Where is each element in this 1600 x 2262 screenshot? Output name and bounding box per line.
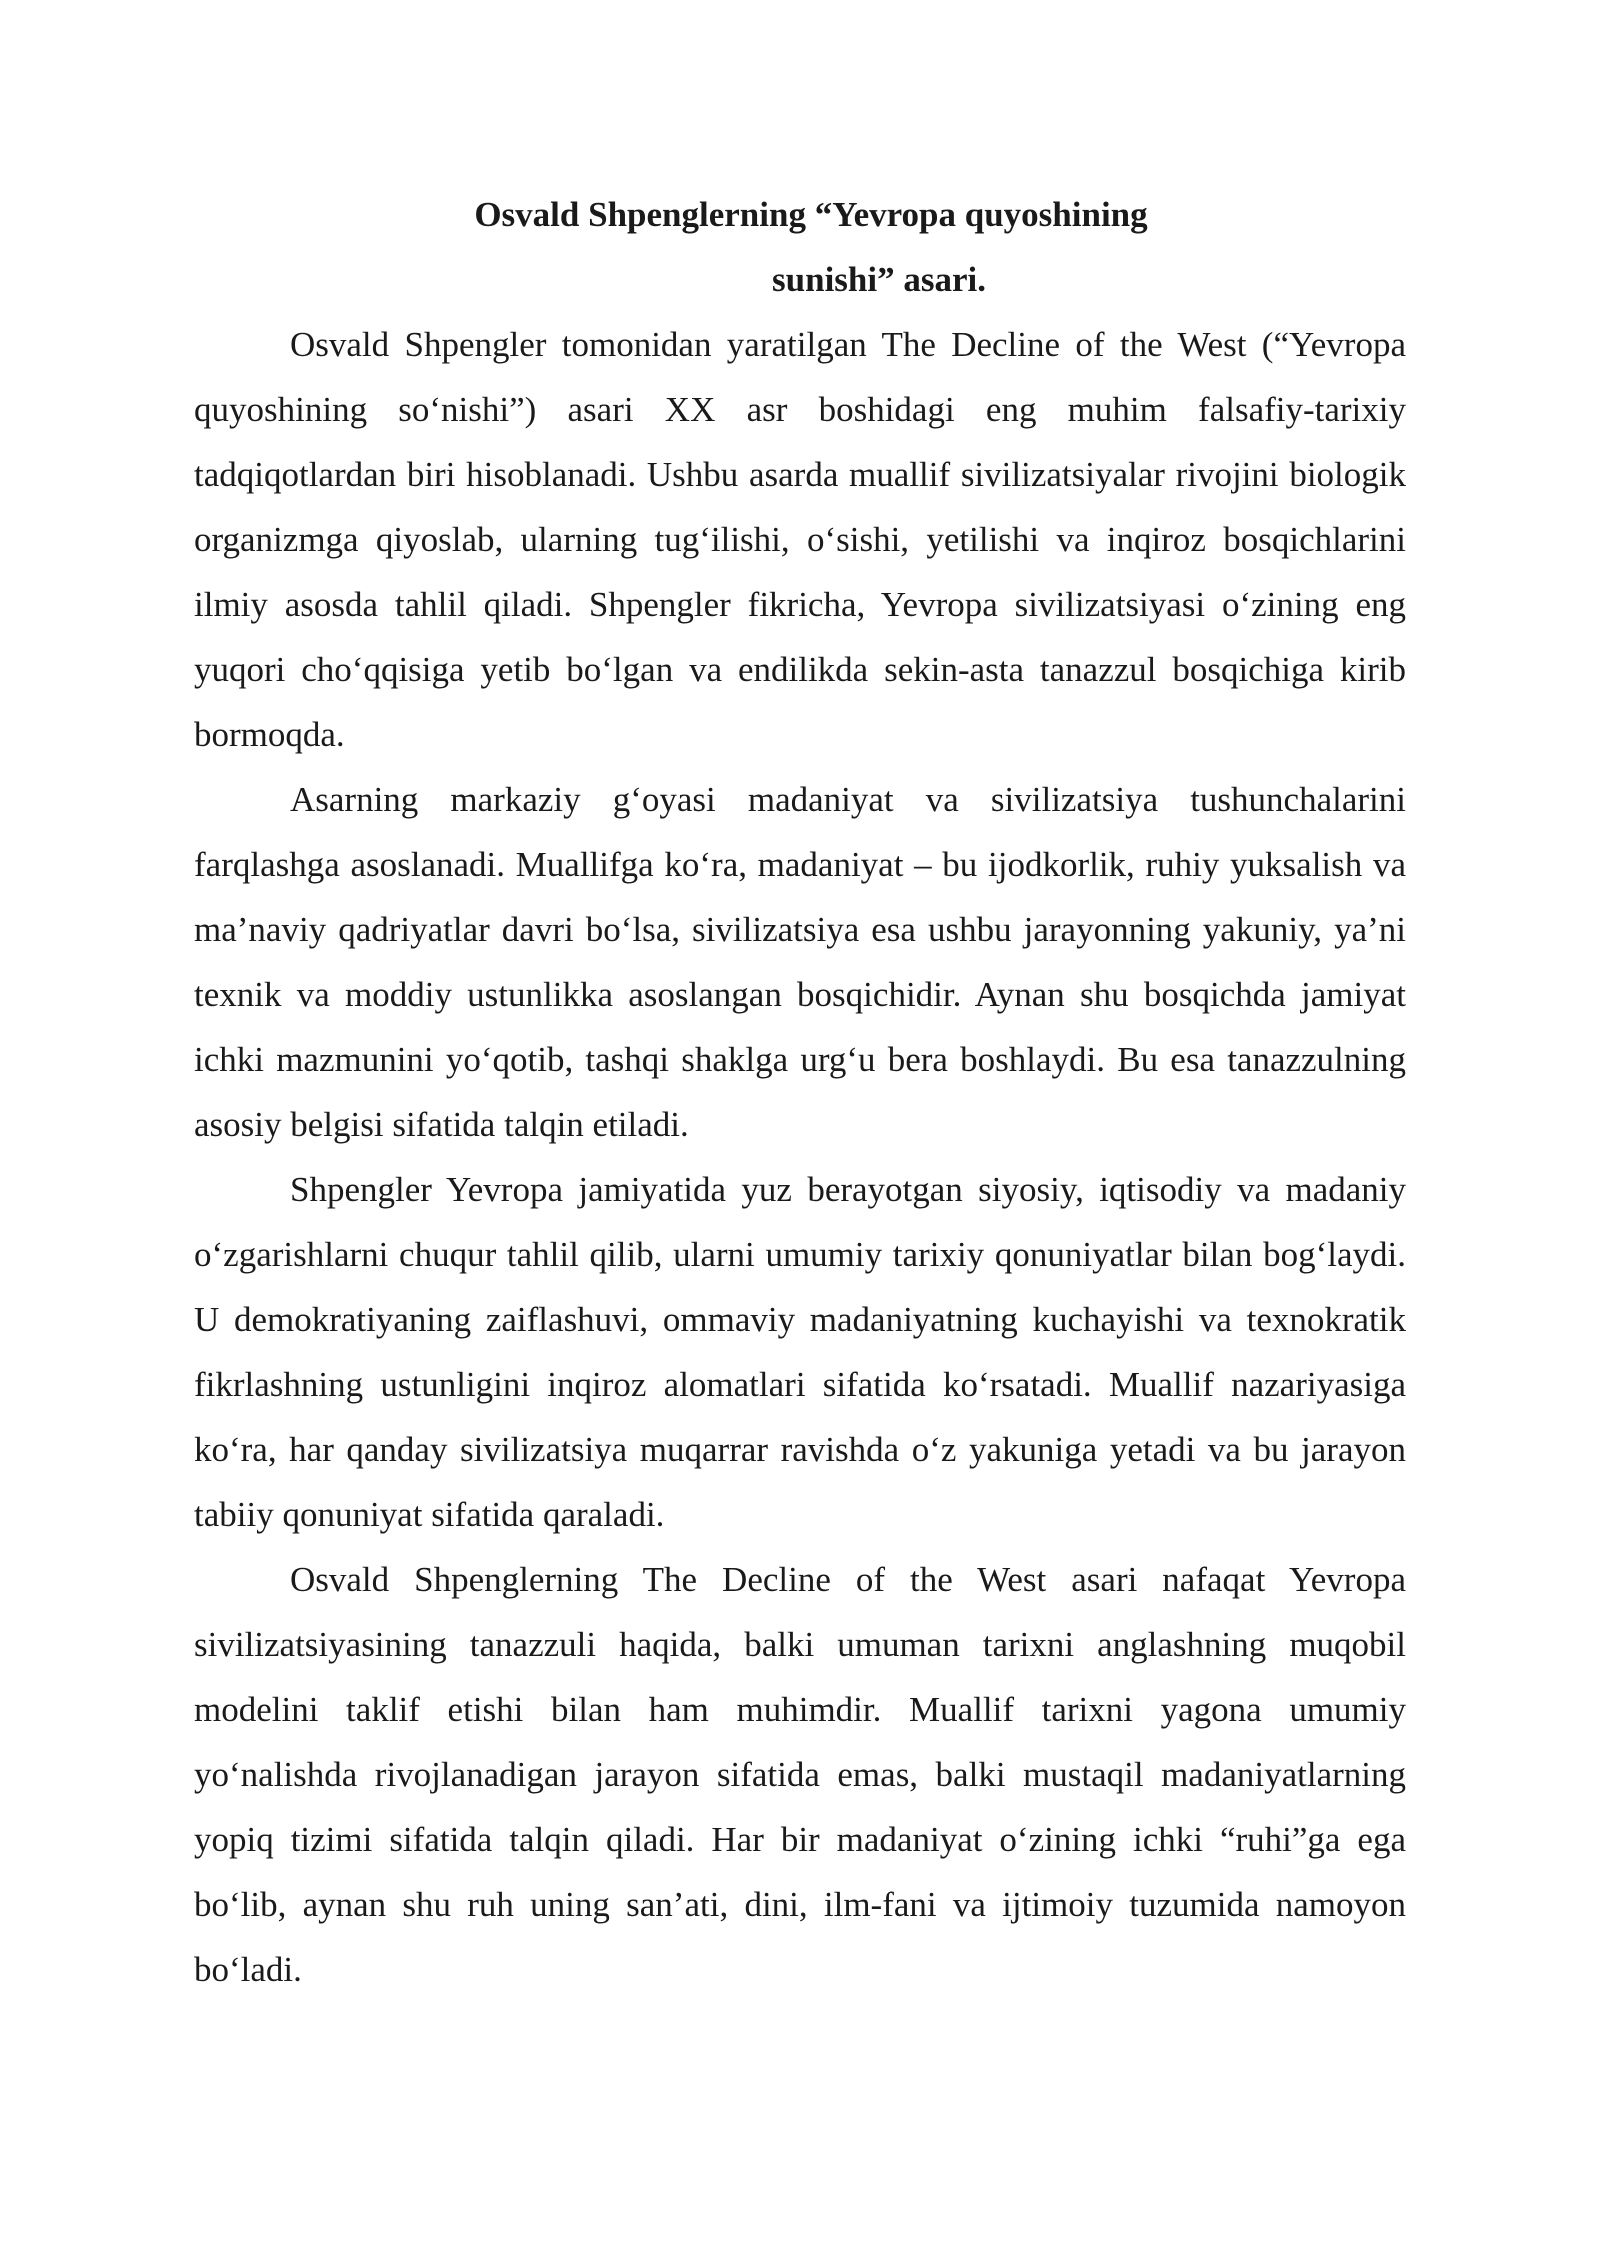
title-line-1: Osvald Shpenglerning “Yevropa quyoshining: [474, 195, 1148, 234]
paragraph-1: Osvald Shpengler tomonidan yaratilgan The Decline of the West (“Yevropa quyoshining so‘nishi”) asari XX asr boshidagi eng muhim falsafiy-tarixiy tadqiqotlardan biri hisoblanadi. Ushbu asarda muallif sivilizatsiyalar rivojini biologik organizmga qiyoslab, ularning tug‘ilishi, o‘sishi, yetilishi va inqiroz bosqichlarini ilmiy asosda tahlil qiladi. Shpengler fikricha, Yevropa sivilizatsiyasi o‘zining eng yuqori cho‘qqisiga yetib bo‘lgan va endilikda sekin-asta tanazzul bosqichiga kirib bormoqda.: [194, 325, 1406, 754]
paragraph-3: Shpengler Yevropa jamiyatida yuz berayotgan siyosiy, iqtisodiy va madaniy o‘zgarishlarni chuqur tahlil qilib, ularni umumiy tarixiy qonuniyatlar bilan bog‘laydi. U demokratiyaning zaiflashuvi, ommaviy madaniyatning kuchayishi va texnokratik fikrlashning ustunligini inqiroz alomatlari sifatida ko‘rsatadi. Muallif nazariyasiga ko‘ra, har qanday sivilizatsiya muqarrar ravishda o‘z yakuniga yetadi va bu jarayon tabiiy qonuniyat sifatida qaraladi.: [194, 1170, 1406, 1534]
document-body: [194, 182, 1406, 2002]
title-line-2: sunishi” asari.: [772, 260, 986, 299]
paragraph-2: Asarning markaziy g‘oyasi madaniyat va sivilizatsiya tushunchalarini farqlashga asoslanadi. Muallifga ko‘ra, madaniyat – bu ijodkorlik, ruhiy yuksalish va ma’naviy qadriyatlar davri bo‘lsa, sivilizatsiya esa ushbu jarayonning yakuniy, ya’ni texnik va moddiy ustunlikka asoslangan bosqichidir. Aynan shu bosqichda jamiyat ichki mazmunini yo‘qotib, tashqi shaklga urg‘u bera boshlaydi. Bu esa tanazzulning asosiy belgisi sifatida talqin etiladi.: [194, 780, 1406, 1144]
document-title: [194, 182, 1406, 312]
paragraph-4: Osvald Shpenglerning The Decline of the West asari nafaqat Yevropa sivilizatsiyasining tanazzuli haqida, balki umuman tarixni anglashning muqobil modelini taklif etishi bilan ham muhimdir. Muallif tarixni yagona umumiy yo‘nalishda rivojlanadigan jarayon sifatida emas, balki mustaqil madaniyatlarning yopiq tizimi sifatida talqin qiladi. Har bir madaniyat o‘zining ichki “ruhi”ga ega bo‘lib, aynan shu ruh uning san’ati, dini, ilm-fani va ijtimoiy tuzumida namoyon bo‘ladi.: [194, 1560, 1406, 1989]
